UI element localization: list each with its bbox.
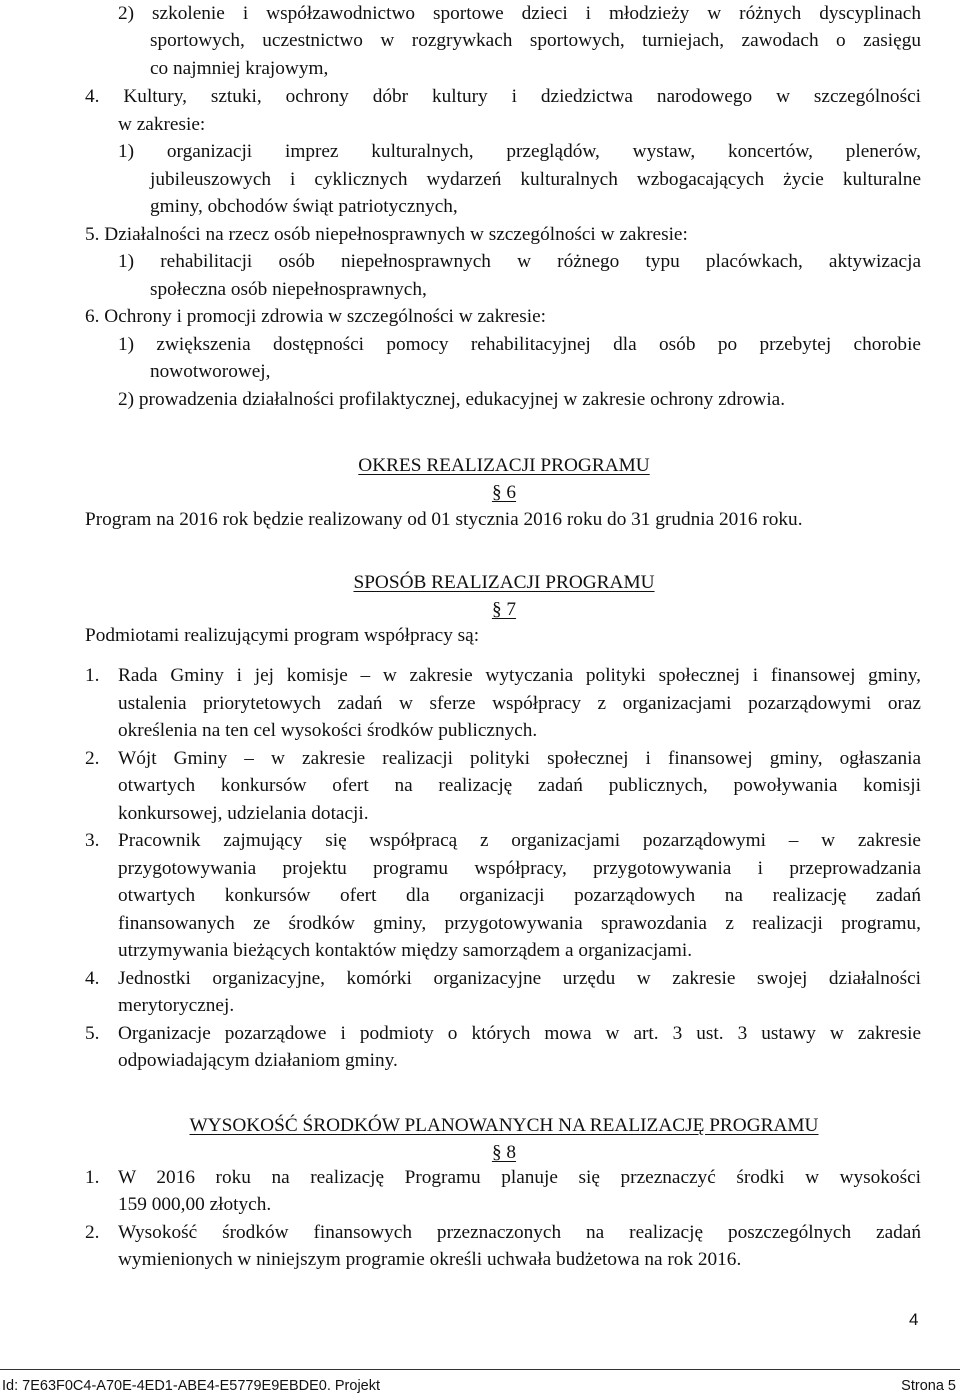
list-item-5-1-line-1: 1) rehabilitacji osób niepełnosprawnych w różnego typu placówkach, aktywizacja bbox=[118, 251, 921, 272]
section-7-item-3-num: 3. bbox=[85, 830, 100, 851]
section-7-item-1-line-3: określenia na ten cel wysokości środków publicznych. bbox=[118, 720, 538, 741]
section-7-item-3-line-5: utrzymywania bieżących kontaktów między samorządem a organizacjami. bbox=[118, 940, 693, 961]
section-7-item-5-line-1: Organizacje pozarządowe i podmioty o których mowa w art. 3 ust. 3 ustawy w zakresie bbox=[118, 1023, 921, 1044]
section-7-item-4-line-2: merytorycznej. bbox=[118, 995, 235, 1016]
list-item-6-2: 2) prowadzenia działalności profilaktycznej, edukacyjnej w zakresie ochrony zdrowia. bbox=[118, 389, 786, 410]
section-7-item-2-num: 2. bbox=[85, 748, 100, 769]
list-item-4-line-2: w zakresie: bbox=[118, 114, 206, 135]
section-7-item-5-num: 5. bbox=[85, 1023, 100, 1044]
section-7-item-3-line-4: finansowanych ze środków gminy, przygotowywania sprawozdania z realizacji programu, bbox=[118, 913, 921, 934]
section-6-paragraph-sign: § 6 bbox=[491, 482, 517, 503]
footer-page-label: Strona 5 bbox=[901, 1378, 956, 1394]
section-7-item-2-line-2: otwartych konkursów ofert na realizację zadań publicznych, powoływania komisji bbox=[118, 775, 921, 796]
section-7-item-1-line-2: ustalenia priorytetowych zadań w sferze współpracy z organizacjami pozarządowymi oraz bbox=[118, 693, 921, 714]
section-8-item-1-line-2: 159 000,00 złotych. bbox=[118, 1194, 272, 1215]
list-item-4-line-1: 4. Kultury, sztuki, ochrony dóbr kultury i dziedzictwa narodowego w szczególności bbox=[85, 86, 921, 107]
list-item-2-line-2: sportowych, uczestnictwo w rozgrywkach sportowych, turniejach, zawodach o zasięgu bbox=[150, 30, 921, 51]
section-7-heading: SPOSÓB REALIZACJI PROGRAMU bbox=[353, 572, 655, 593]
section-7-paragraph-sign: § 7 bbox=[491, 599, 517, 620]
list-item-6: 6. Ochrony i promocji zdrowia w szczególności w zakresie: bbox=[85, 306, 546, 327]
list-item-5-1-line-2: społeczna osób niepełnosprawnych, bbox=[150, 279, 427, 300]
section-7-intro: Podmiotami realizującymi program współpracy są: bbox=[85, 625, 480, 646]
section-6-heading: OKRES REALIZACJI PROGRAMU bbox=[358, 455, 650, 476]
page-number: 4 bbox=[909, 1310, 919, 1329]
section-8-paragraph-sign: § 8 bbox=[491, 1142, 517, 1163]
section-7-item-2-line-1: Wójt Gminy – w zakresie realizacji polityki społecznej i finansowej gminy, ogłaszania bbox=[118, 748, 921, 769]
section-8-item-2-line-1: Wysokość środków finansowych przeznaczonych na realizację poszczególnych zadań bbox=[118, 1222, 921, 1243]
section-8-item-1-line-1: W 2016 roku na realizację Programu planuje się przeznaczyć środki w wysokości bbox=[118, 1167, 921, 1188]
section-7-item-5-line-2: odpowiadającym działaniom gminy. bbox=[118, 1050, 398, 1071]
section-7-item-3-line-3: otwartych konkursów ofert dla organizacji pozarządowych na realizację zadań bbox=[118, 885, 921, 906]
section-7-item-1-line-1: Rada Gminy i jej komisje – w zakresie wytyczania polityki społecznej i finansowej gminy, bbox=[118, 665, 921, 686]
list-item-5: 5. Działalności na rzecz osób niepełnosprawnych w szczególności w zakresie: bbox=[85, 224, 688, 245]
list-item-6-1-line-2: nowotworowej, bbox=[150, 361, 271, 382]
section-7-item-4-line-1: Jednostki organizacyjne, komórki organizacyjne urzędu w zakresie swojej działalności bbox=[118, 968, 921, 989]
list-item-4-1-line-3: gminy, obchodów świąt patriotycznych, bbox=[150, 196, 458, 217]
section-6-text: Program na 2016 rok będzie realizowany od 01 stycznia 2016 roku do 31 grudnia 2016 roku. bbox=[85, 509, 803, 530]
list-item-2-line-1: 2) szkolenie i współzawodnictwo sportowe dzieci i młodzieży w różnych dyscyplinach bbox=[118, 3, 921, 24]
section-8-item-2-num: 2. bbox=[85, 1222, 100, 1243]
footer-document-id: Id: 7E63F0C4-A70E-4ED1-ABE4-E5779E9EBDE0. Projekt bbox=[2, 1378, 381, 1394]
list-item-2-line-3: co najmniej krajowym, bbox=[150, 58, 329, 79]
footer-divider bbox=[0, 1369, 960, 1370]
section-8-item-2-line-2: wymienionych w niniejszym programie określi uchwała budżetowa na rok 2016. bbox=[118, 1249, 742, 1270]
section-7-item-1-num: 1. bbox=[85, 665, 100, 686]
list-item-6-1-line-1: 1) zwiększenia dostępności pomocy rehabilitacyjnej dla osób po przebytej chorobie bbox=[118, 334, 921, 355]
list-item-4-1-line-1: 1) organizacji imprez kulturalnych, przeglądów, wystaw, koncertów, plenerów, bbox=[118, 141, 921, 162]
section-8-item-1-num: 1. bbox=[85, 1167, 100, 1188]
section-7-item-3-line-1: Pracownik zajmujący się współpracą z organizacjami pozarządowymi – w zakresie bbox=[118, 830, 921, 851]
section-7-item-3-line-2: przygotowywania projektu programu współpracy, przygotowywania i przeprowadzania bbox=[118, 858, 921, 879]
section-7-item-4-num: 4. bbox=[85, 968, 100, 989]
section-8-heading: WYSOKOŚĆ ŚRODKÓW PLANOWANYCH NA REALIZACJĘ PROGRAMU bbox=[189, 1115, 819, 1136]
list-item-4-1-line-2: jubileuszowych i cyklicznych wydarzeń kulturalnych wzbogacających życie kulturalne bbox=[150, 169, 921, 190]
section-7-item-2-line-3: konkursowej, udzielania dotacji. bbox=[118, 803, 369, 824]
